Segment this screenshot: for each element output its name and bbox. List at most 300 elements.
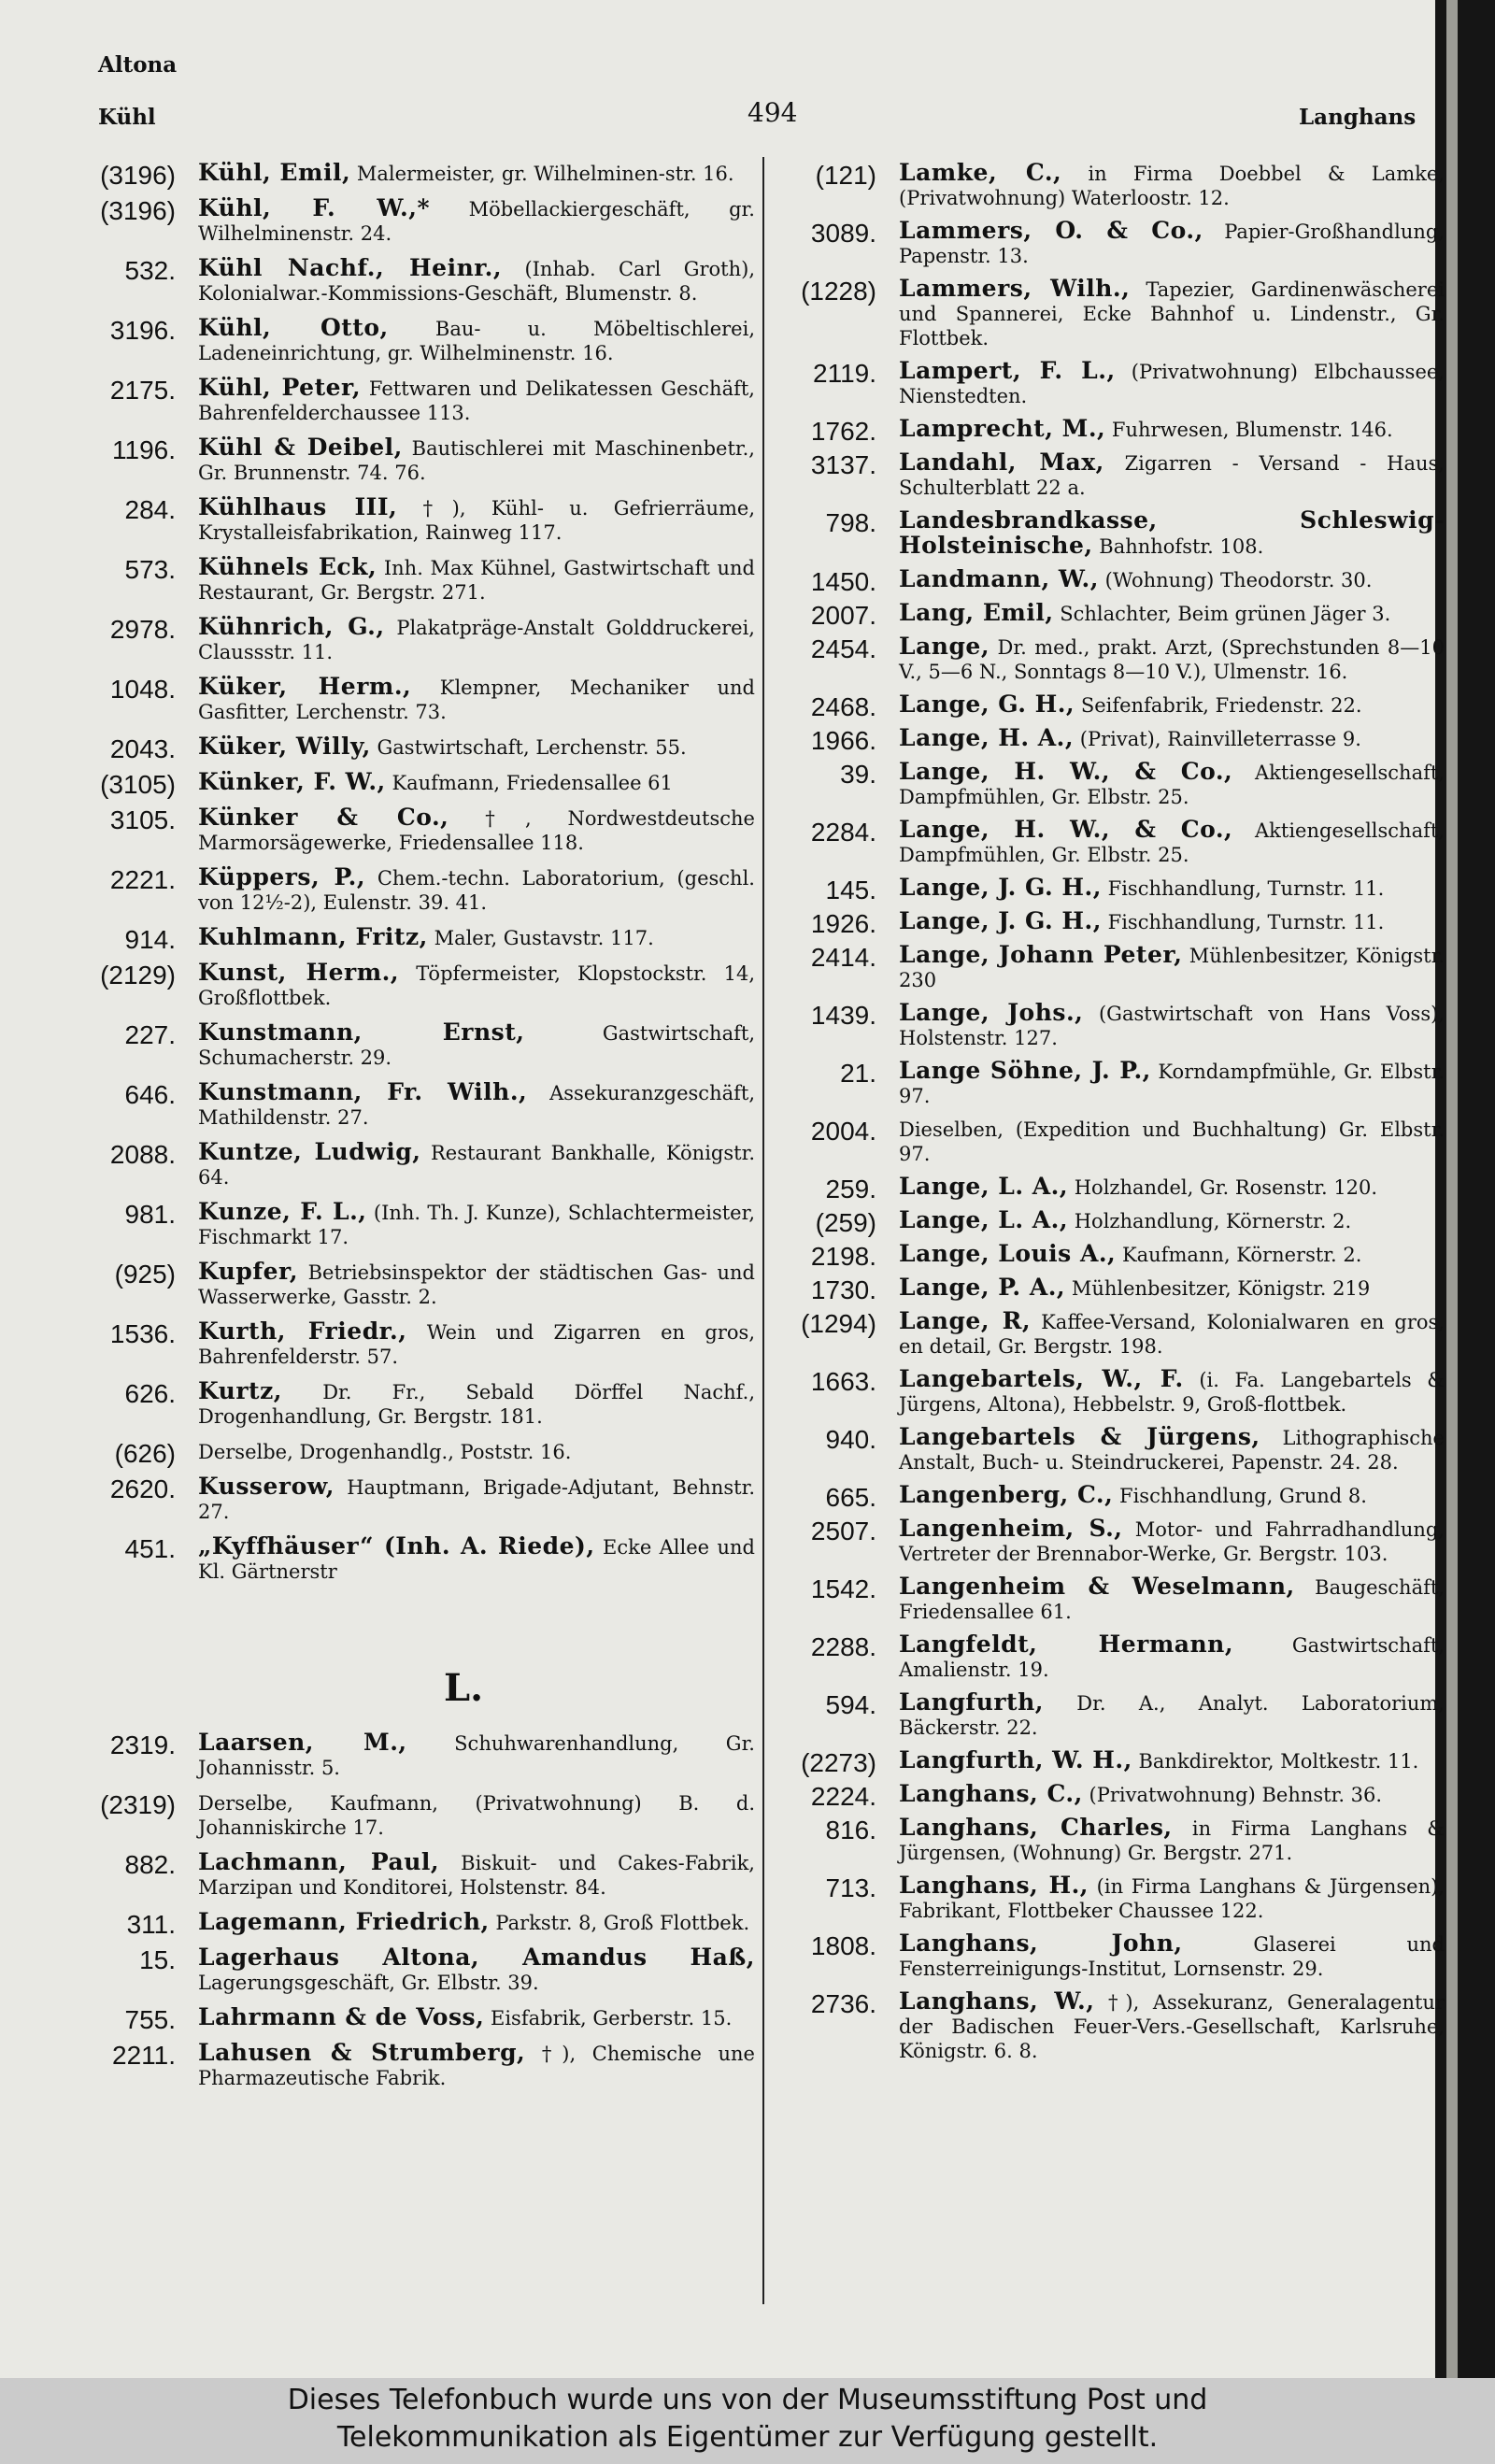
entry-text xyxy=(198,1945,755,1995)
subscriber-details: Hauptmann, Brigade-Adjutant, Behnstr. 27. xyxy=(198,1476,755,1523)
subscriber-details: Aktiengesellschaft, Dampfmühlen, Gr. Elbstr. 25. xyxy=(899,762,1445,808)
entry-text xyxy=(198,1439,755,1464)
phone-number: 573. xyxy=(124,555,176,584)
subscriber-name: Lagemann, Friedrich, xyxy=(198,1908,490,1935)
phone-number: 311. xyxy=(126,1910,176,1939)
subscriber-details: Glaserei und Fensterreinigungs-Institut, Lornsenstr. 29. xyxy=(899,1933,1445,1980)
directory-entry xyxy=(78,1260,755,1309)
subscriber-details: Restaurant Bankhalle, Königstr. 64. xyxy=(198,1142,755,1189)
directory-entry xyxy=(779,1206,1445,1237)
phone-number: (1294) xyxy=(801,1309,876,1338)
directory-entry xyxy=(78,1200,755,1249)
entry-text xyxy=(899,1816,1445,1865)
phone-number: 1730. xyxy=(810,1275,876,1304)
subscriber-name: Kurth, Friedr., xyxy=(198,1317,407,1345)
directory-entry xyxy=(779,1780,1445,1811)
subscriber-name: Kühlhaus III, xyxy=(198,493,398,520)
phone-number: (3105) xyxy=(100,770,176,799)
phone-number: 2119. xyxy=(813,359,876,388)
entry-text xyxy=(198,1080,755,1130)
directory-entry xyxy=(78,2041,755,2090)
subscriber-details: Schlachter, Beim grünen Jäger 3. xyxy=(1060,603,1391,625)
directory-entry xyxy=(78,376,755,425)
directory-entry xyxy=(779,450,1445,500)
subscriber-details: Derselbe, Kaufmann, (Privatwohnung) B. d. Johanniskirche 17. xyxy=(198,1792,755,1839)
directory-entry xyxy=(779,1517,1445,1566)
phone-number: 2007. xyxy=(810,601,876,630)
subscriber-details: Eisfabrik, Gerberstr. 15. xyxy=(491,2007,733,2030)
subscriber-name: Langebartels & Jürgens, xyxy=(899,1423,1260,1450)
subscriber-details: Töpfermeister, Klopstockstr. 14, Großflottbek. xyxy=(198,962,755,1009)
phone-number: 914. xyxy=(124,925,176,954)
footer-note xyxy=(0,2378,1495,2464)
entry-text xyxy=(899,1059,1445,1108)
subscriber-name: Kunstmann, Fr. Wilh., xyxy=(198,1078,528,1105)
phone-number: (626) xyxy=(114,1439,176,1468)
entry-text xyxy=(198,615,755,664)
phone-number: (3196) xyxy=(100,161,176,190)
subscriber-details: Papier-Großhandlung, Papenstr. 13. xyxy=(899,221,1445,267)
phone-number: 39. xyxy=(840,760,876,789)
subscriber-name: Lachmann, Paul, xyxy=(198,1848,440,1875)
directory-entry xyxy=(779,1059,1445,1108)
entry-text xyxy=(899,909,1445,934)
directory-entry xyxy=(78,1140,755,1189)
right-entries xyxy=(779,161,1445,2063)
phone-number: 1926. xyxy=(810,909,876,938)
subscriber-name: Kusserow, xyxy=(198,1473,335,1500)
directory-entry xyxy=(78,733,755,763)
entry-text xyxy=(899,508,1445,559)
phone-number: 798. xyxy=(825,508,876,537)
directory-entry xyxy=(779,1873,1445,1923)
entry-text xyxy=(899,1208,1445,1233)
entry-text xyxy=(899,943,1445,992)
subscriber-details: Schuhwarenhandlung, Gr. Johannisstr. 5. xyxy=(198,1732,755,1779)
subscriber-details: Chem.-techn. Laboratorium, (geschl. von 12½-2), Eulenstr. 39. 41. xyxy=(198,867,755,914)
book-edge-strip xyxy=(1446,0,1458,2378)
directory-entry xyxy=(78,1730,755,1780)
subscriber-details: Bautischlerei mit Maschinenbetr., Gr. Brunnenstr. 74. 76. xyxy=(198,437,755,484)
subscriber-details: Gastwirtschaft, Schumacherstr. 29. xyxy=(198,1022,755,1069)
phone-number: (1228) xyxy=(801,277,876,306)
phone-number: 1536. xyxy=(109,1319,176,1348)
directory-entry xyxy=(779,1274,1445,1304)
left-entries-k xyxy=(78,161,755,1584)
subscriber-details: in Firma Langhans & Jürgensen, (Wohnung) Gr. Bergstr. 271. xyxy=(899,1817,1445,1864)
phone-number: 2978. xyxy=(109,615,176,644)
subscriber-name: Lange, H. W., & Co., xyxy=(899,816,1233,843)
directory-entry xyxy=(779,359,1445,408)
subscriber-name: Kühl, F. W.,* xyxy=(198,194,431,221)
phone-number: 2224. xyxy=(810,1782,876,1811)
phone-number: 665. xyxy=(825,1483,876,1512)
subscriber-details: Bahnhofstr. 108. xyxy=(1099,535,1264,558)
entry-text xyxy=(198,734,755,760)
phone-number: 816. xyxy=(825,1816,876,1844)
entry-text xyxy=(899,1989,1445,2063)
phone-number: 2221. xyxy=(109,865,176,894)
subscriber-details: Gastwirtschaft, Amalienstr. 19. xyxy=(899,1634,1445,1681)
subscriber-details: Seifenfabrik, Friedenstr. 22. xyxy=(1080,694,1362,717)
phone-number: (3196) xyxy=(100,196,176,225)
subscriber-details: Betriebsinspektor der städtischen Gas- und Wasserwerke, Gasstr. 2. xyxy=(198,1261,755,1308)
subscriber-details: (Inhab. Carl Groth), Kolonialwar.-Kommissions-Geschäft, Blumenstr. 8. xyxy=(198,258,755,305)
entry-text xyxy=(198,1319,755,1369)
directory-entry xyxy=(78,615,755,664)
directory-entry xyxy=(779,1240,1445,1271)
entry-text xyxy=(198,1379,755,1429)
subscriber-name: Lange, Johann Peter, xyxy=(899,941,1183,968)
subscriber-details: Dr. Fr., Sebald Dörffel Nachf., Drogenhandlung, Gr. Bergstr. 181. xyxy=(198,1381,755,1428)
entry-text xyxy=(899,359,1445,408)
subscriber-details: Holzhandel, Gr. Rosenstr. 120. xyxy=(1074,1176,1378,1199)
entry-text xyxy=(899,219,1445,268)
directory-entry xyxy=(779,1574,1445,1624)
phone-number: 1048. xyxy=(109,675,176,704)
entry-text xyxy=(899,1931,1445,1981)
subscriber-details: Lithographische Anstalt, Buch- u. Steindruckerei, Papenstr. 24. 28. xyxy=(899,1427,1445,1474)
entry-text xyxy=(899,1275,1445,1301)
phone-number: (259) xyxy=(815,1208,876,1237)
phone-number: 1663. xyxy=(810,1367,876,1396)
directory-entry xyxy=(779,1746,1445,1777)
subscriber-name: Lang, Emil, xyxy=(899,599,1054,626)
subscriber-details: Bau- u. Möbeltischlerei, Ladeneinrichtung, gr. Wilhelminenstr. 16. xyxy=(198,318,755,364)
phone-number: 2088. xyxy=(109,1140,176,1169)
directory-entry xyxy=(78,1439,755,1468)
directory-entry xyxy=(779,565,1445,596)
subscriber-details: Korndampfmühle, Gr. Elbstr. 97. xyxy=(899,1061,1445,1107)
subscriber-name: Landmann, W., xyxy=(899,565,1099,592)
subscriber-name: Lange, xyxy=(899,633,990,660)
column-divider xyxy=(762,157,764,2304)
entry-text xyxy=(198,1474,755,1524)
directory-entry xyxy=(78,495,755,545)
subscriber-details: Gastwirtschaft, Lerchenstr. 55. xyxy=(377,736,687,759)
subscriber-name: Lange, Louis A., xyxy=(899,1240,1117,1267)
phone-number: (925) xyxy=(114,1260,176,1289)
entry-text xyxy=(899,692,1445,718)
subscriber-name: Landesbrandkasse, Schleswig-Holsteinische, xyxy=(899,506,1445,559)
subscriber-name: Lange, L. A., xyxy=(899,1206,1069,1233)
directory-entry xyxy=(78,2003,755,2034)
subscriber-details: Tapezier, Gardinenwäscherei und Spannerei, Ecke Bahnhof u. Lindenstr., Gr. Flottbek. xyxy=(899,278,1445,349)
subscriber-details: Zigarren - Versand - Haus, Schulterblatt 22 a. xyxy=(899,452,1445,499)
phone-number: 2175. xyxy=(109,376,176,405)
directory-entry xyxy=(779,1690,1445,1740)
subscriber-name: Laarsen, M., xyxy=(198,1729,407,1756)
phone-number: 2468. xyxy=(810,692,876,721)
phone-number: 2284. xyxy=(810,818,876,847)
directory-entry xyxy=(779,161,1445,210)
subscriber-name: Lahrmann & de Voss, xyxy=(198,2003,485,2030)
subscriber-details: Kaufmann, Körnerstr. 2. xyxy=(1121,1244,1362,1266)
subscriber-name: Langhans, Charles, xyxy=(899,1814,1173,1841)
phone-number: 532. xyxy=(124,256,176,285)
subscriber-name: Langenheim, S., xyxy=(899,1515,1123,1542)
subscriber-name: Kuntze, Ludwig, xyxy=(198,1138,421,1165)
directory-entry xyxy=(779,599,1445,630)
phone-number: 3196. xyxy=(109,316,176,345)
entry-text xyxy=(899,876,1445,901)
directory-entry xyxy=(78,256,755,306)
subscriber-details: Mühlenbesitzer, Königstr. 230 xyxy=(899,945,1445,991)
directory-entry xyxy=(78,1534,755,1584)
phone-number: 145. xyxy=(825,876,876,904)
entry-text xyxy=(198,1910,755,1935)
directory-entry xyxy=(78,1790,755,1840)
subscriber-details: †), Assekuranz, Generalagentur der Badischen Feuer-Vers.-Gesellschaft, Karlsruhe, Königstr. 6. 8. xyxy=(899,1991,1445,2062)
left-entries-l xyxy=(78,1730,755,2090)
subscriber-details: Dr. med., prakt. Arzt, (Sprechstunden 8—10 V., 5—6 N., Sonntags 8—10 V.), Ulmenstr. 16. xyxy=(899,636,1445,683)
directory-entry xyxy=(78,1080,755,1130)
subscriber-details: Kaffee-Versand, Kolonialwaren en gros, en detail, Gr. Bergstr. 198. xyxy=(899,1311,1445,1358)
phone-number: 2454. xyxy=(810,634,876,663)
subscriber-name: Langfurth, W. H., xyxy=(899,1746,1132,1773)
subscriber-name: Küppers, P., xyxy=(198,863,366,890)
subscriber-details: Derselbe, Drogenhandlg., Poststr. 16. xyxy=(198,1441,572,1463)
subscriber-name: Kühl, Otto, xyxy=(198,314,389,341)
directory-entry xyxy=(779,1309,1445,1359)
subscriber-details: (Gastwirtschaft von Hans Voss), Holstenstr. 127. xyxy=(899,1003,1445,1049)
subscriber-name: Kühl, Emil, xyxy=(198,159,351,186)
subscriber-name: Langenheim & Weselmann, xyxy=(899,1573,1295,1600)
phone-number: (2273) xyxy=(801,1748,876,1777)
phone-number: 227. xyxy=(124,1020,176,1049)
directory-entry xyxy=(78,675,755,724)
subscriber-name: Lange, H. A., xyxy=(899,724,1075,751)
subscriber-name: Lange, G. H., xyxy=(899,691,1075,718)
directory-entry xyxy=(779,724,1445,755)
directory-entry xyxy=(78,961,755,1010)
subscriber-name: Langhans, C., xyxy=(899,1780,1083,1807)
subscriber-name: Landahl, Max, xyxy=(899,449,1104,476)
phone-number: 1439. xyxy=(810,1001,876,1030)
subscriber-details: †), Chemische une Pharmazeutische Fabrik. xyxy=(198,2043,755,2089)
subscriber-details: Motor- und Fahrradhandlung, Vertreter der Brennabor-Werke, Gr. Bergstr. 103. xyxy=(899,1518,1445,1565)
phone-number: 981. xyxy=(124,1200,176,1229)
subscriber-details: (in Firma Langhans & Jürgensen), Fabrikant, Flottbeker Chaussee 122. xyxy=(899,1875,1445,1922)
phone-number: 2043. xyxy=(109,734,176,763)
directory-entry xyxy=(78,1945,755,1995)
entry-text xyxy=(899,1748,1445,1773)
entry-text xyxy=(198,1140,755,1189)
left-column xyxy=(78,161,755,2101)
subscriber-name: Kunstmann, Ernst, xyxy=(198,1018,525,1046)
phone-number: 594. xyxy=(825,1690,876,1719)
subscriber-name: Kurtz, xyxy=(198,1377,282,1404)
subscriber-name: Lange, Johs., xyxy=(899,999,1084,1026)
subscriber-details: Ecke Allee und Kl. Gärtnerstr xyxy=(198,1536,755,1583)
entry-text xyxy=(899,818,1445,867)
subscriber-name: Küker, Herm., xyxy=(198,673,412,700)
subscriber-details: Biskuit- und Cakes-Fabrik, Marzipan und Konditorei, Holstenstr. 84. xyxy=(198,1852,755,1899)
entry-text xyxy=(899,1309,1445,1359)
subscriber-details: (Privatwohnung) Behnstr. 36. xyxy=(1089,1784,1383,1806)
subscriber-details: Baugeschäft, Friedensallee 61. xyxy=(899,1576,1445,1623)
subscriber-name: Lange, R, xyxy=(899,1307,1032,1334)
subscriber-name: Langenberg, C., xyxy=(899,1481,1114,1508)
entry-text xyxy=(899,1483,1445,1508)
subscriber-details: (Inh. Th. J. Kunze), Schlachtermeister, Fischmarkt 17. xyxy=(198,1202,755,1248)
entry-text xyxy=(198,1730,755,1780)
directory-entry xyxy=(779,1931,1445,1981)
directory-entry xyxy=(78,1474,755,1524)
directory-entry xyxy=(779,1632,1445,1682)
entry-text xyxy=(899,760,1445,809)
phone-number: 2736. xyxy=(810,1989,876,2018)
page-number: 494 xyxy=(748,97,798,128)
directory-entry xyxy=(779,760,1445,809)
directory-entry xyxy=(78,435,755,485)
entry-text xyxy=(198,495,755,545)
directory-entry xyxy=(78,1908,755,1939)
entry-text xyxy=(899,634,1445,684)
subscriber-name: Lange, J. G. H., xyxy=(899,907,1102,934)
directory-entry xyxy=(78,1020,755,1070)
phone-number: 259. xyxy=(825,1175,876,1204)
entry-text xyxy=(899,1517,1445,1566)
subscriber-name: Lampert, F. L., xyxy=(899,357,1116,384)
footer-line-2: Telekommunikation als Eigentümer zur Verfügung gestellt. xyxy=(336,2421,1159,2454)
entry-text xyxy=(198,1260,755,1309)
entry-text xyxy=(198,805,755,855)
directory-entry xyxy=(78,196,755,246)
directory-entry xyxy=(779,818,1445,867)
section-heading: L. xyxy=(443,1666,484,1710)
phone-number: 21. xyxy=(840,1059,876,1088)
directory-entry xyxy=(78,1850,755,1900)
directory-entry xyxy=(779,508,1445,559)
phone-number: 1808. xyxy=(810,1931,876,1960)
phone-number: 1196. xyxy=(112,435,176,464)
entry-text xyxy=(899,726,1445,751)
subscriber-details: Wein und Zigarren en gros, Bahrenfelderstr. 57. xyxy=(198,1321,755,1368)
entry-text xyxy=(899,161,1445,210)
subscriber-name: Künker & Co., xyxy=(198,804,449,831)
phone-number: 2198. xyxy=(810,1242,876,1271)
subscriber-details: (Privat), Rainvilleterrasse 9. xyxy=(1079,728,1361,750)
entry-text xyxy=(198,675,755,724)
directory-entry xyxy=(779,1367,1445,1417)
phone-number: 713. xyxy=(825,1873,876,1902)
directory-entry xyxy=(779,219,1445,268)
directory-entry xyxy=(78,555,755,605)
subscriber-name: Küker, Willy, xyxy=(198,733,371,760)
subscriber-details: Assekuranzgeschäft, Mathildenstr. 27. xyxy=(198,1082,755,1129)
entry-text xyxy=(899,1782,1445,1807)
subscriber-name: Kunze, F. L., xyxy=(198,1198,367,1225)
entry-text xyxy=(198,1020,755,1070)
subscriber-details: in Firma Doebbel & Lamke, (Privatwohnung) Waterloostr. 12. xyxy=(899,163,1445,209)
directory-entry xyxy=(779,874,1445,904)
subscriber-name: Lange Söhne, J. P., xyxy=(899,1057,1151,1084)
subscriber-name: Langfurth, xyxy=(899,1688,1044,1716)
phone-number: 451. xyxy=(124,1534,176,1563)
phone-number: (2319) xyxy=(100,1790,176,1819)
phone-number: 626. xyxy=(124,1379,176,1408)
entry-text xyxy=(198,1200,755,1249)
subscriber-name: „Kyffhäuser“ (Inh. A. Riede), xyxy=(198,1532,595,1560)
entry-text xyxy=(198,161,755,186)
subscriber-details: Plakatpräge-Anstalt Golddruckerei, Claussstr. 11. xyxy=(198,617,755,663)
entry-text xyxy=(198,1534,755,1584)
subscriber-details: Möbellackiergeschäft, gr. Wilhelminenstr. 24. xyxy=(198,198,755,245)
directory-entry xyxy=(78,159,755,190)
subscriber-details: (Wohnung) Theodorstr. 30. xyxy=(1104,569,1373,591)
phone-number: 755. xyxy=(124,2005,176,2034)
entry-text xyxy=(899,1873,1445,1923)
subscriber-name: Künker, F. W., xyxy=(198,768,386,795)
directory-entry xyxy=(78,1379,755,1429)
directory-entry xyxy=(78,768,755,799)
directory-entry xyxy=(78,316,755,365)
subscriber-details: Dr. A., Analyt. Laboratorium, Bäckerstr. 22. xyxy=(899,1692,1445,1739)
entry-text xyxy=(899,1632,1445,1682)
entry-text xyxy=(198,865,755,915)
subscriber-details: Fischhandlung, Grund 8. xyxy=(1119,1485,1367,1507)
entry-text xyxy=(198,2041,755,2090)
phone-number: 15. xyxy=(139,1945,176,1974)
entry-text xyxy=(899,1117,1445,1166)
entry-text xyxy=(899,1001,1445,1050)
directory-entry xyxy=(779,1425,1445,1474)
entry-text xyxy=(198,770,755,795)
directory-entry xyxy=(779,1481,1445,1512)
subscriber-details: Klempner, Mechaniker und Gasfitter, Lerchenstr. 73. xyxy=(198,677,755,723)
subscriber-details: Fischhandlung, Turnstr. 11. xyxy=(1107,877,1385,900)
phone-number: 1450. xyxy=(810,567,876,596)
subscriber-name: Lamprecht, M., xyxy=(899,415,1106,442)
subscriber-name: Lahusen & Strumberg, xyxy=(198,2039,526,2066)
phone-number: 2507. xyxy=(810,1517,876,1545)
phone-number: 2414. xyxy=(810,943,876,972)
phone-number: 284. xyxy=(124,495,176,524)
phone-number: 3089. xyxy=(810,219,876,248)
entry-text xyxy=(899,601,1445,626)
subscriber-name: Langhans, W., xyxy=(899,1987,1095,2015)
subscriber-name: Lammers, Wilh., xyxy=(899,275,1131,302)
subscriber-details: Aktiengesellschaft, Dampfmühlen, Gr. Elbstr. 25. xyxy=(899,819,1445,866)
entry-text xyxy=(899,1242,1445,1267)
footer-line-1: Dieses Telefonbuch wurde uns von der Museumsstiftung Post und xyxy=(287,2384,1208,2416)
directory-entry xyxy=(78,865,755,915)
subscriber-name: Kühl Nachf., Heinr., xyxy=(198,254,503,281)
directory-entry xyxy=(779,1173,1445,1204)
entry-text xyxy=(198,555,755,605)
subscriber-details: Bankdirektor, Moltkestr. 11. xyxy=(1138,1750,1419,1773)
entry-text xyxy=(198,925,755,950)
subscriber-name: Kühnrich, G., xyxy=(198,613,385,640)
directory-entry xyxy=(779,1989,1445,2063)
directory-entry xyxy=(78,1319,755,1369)
subscriber-details: Inh. Max Kühnel, Gastwirtschaft und Restaurant, Gr. Bergstr. 271. xyxy=(198,557,755,604)
directory-entry xyxy=(779,277,1445,350)
subscriber-details: Fettwaren und Delikatessen Geschäft, Bahrenfelderchaussee 113. xyxy=(198,377,755,424)
entry-text xyxy=(198,1790,755,1840)
entry-text xyxy=(198,316,755,365)
subscriber-details: Malermeister, gr. Wilhelminen-str. 16. xyxy=(356,163,734,185)
subscriber-name: Lammers, O. & Co., xyxy=(899,217,1203,244)
directory-entry xyxy=(779,1001,1445,1050)
right-column xyxy=(779,161,1445,2072)
directory-entry xyxy=(779,1816,1445,1865)
entry-text xyxy=(198,196,755,246)
phone-number: 1762. xyxy=(810,417,876,446)
directory-entry xyxy=(78,805,755,855)
subscriber-name: Kuhlmann, Fritz, xyxy=(198,923,428,950)
